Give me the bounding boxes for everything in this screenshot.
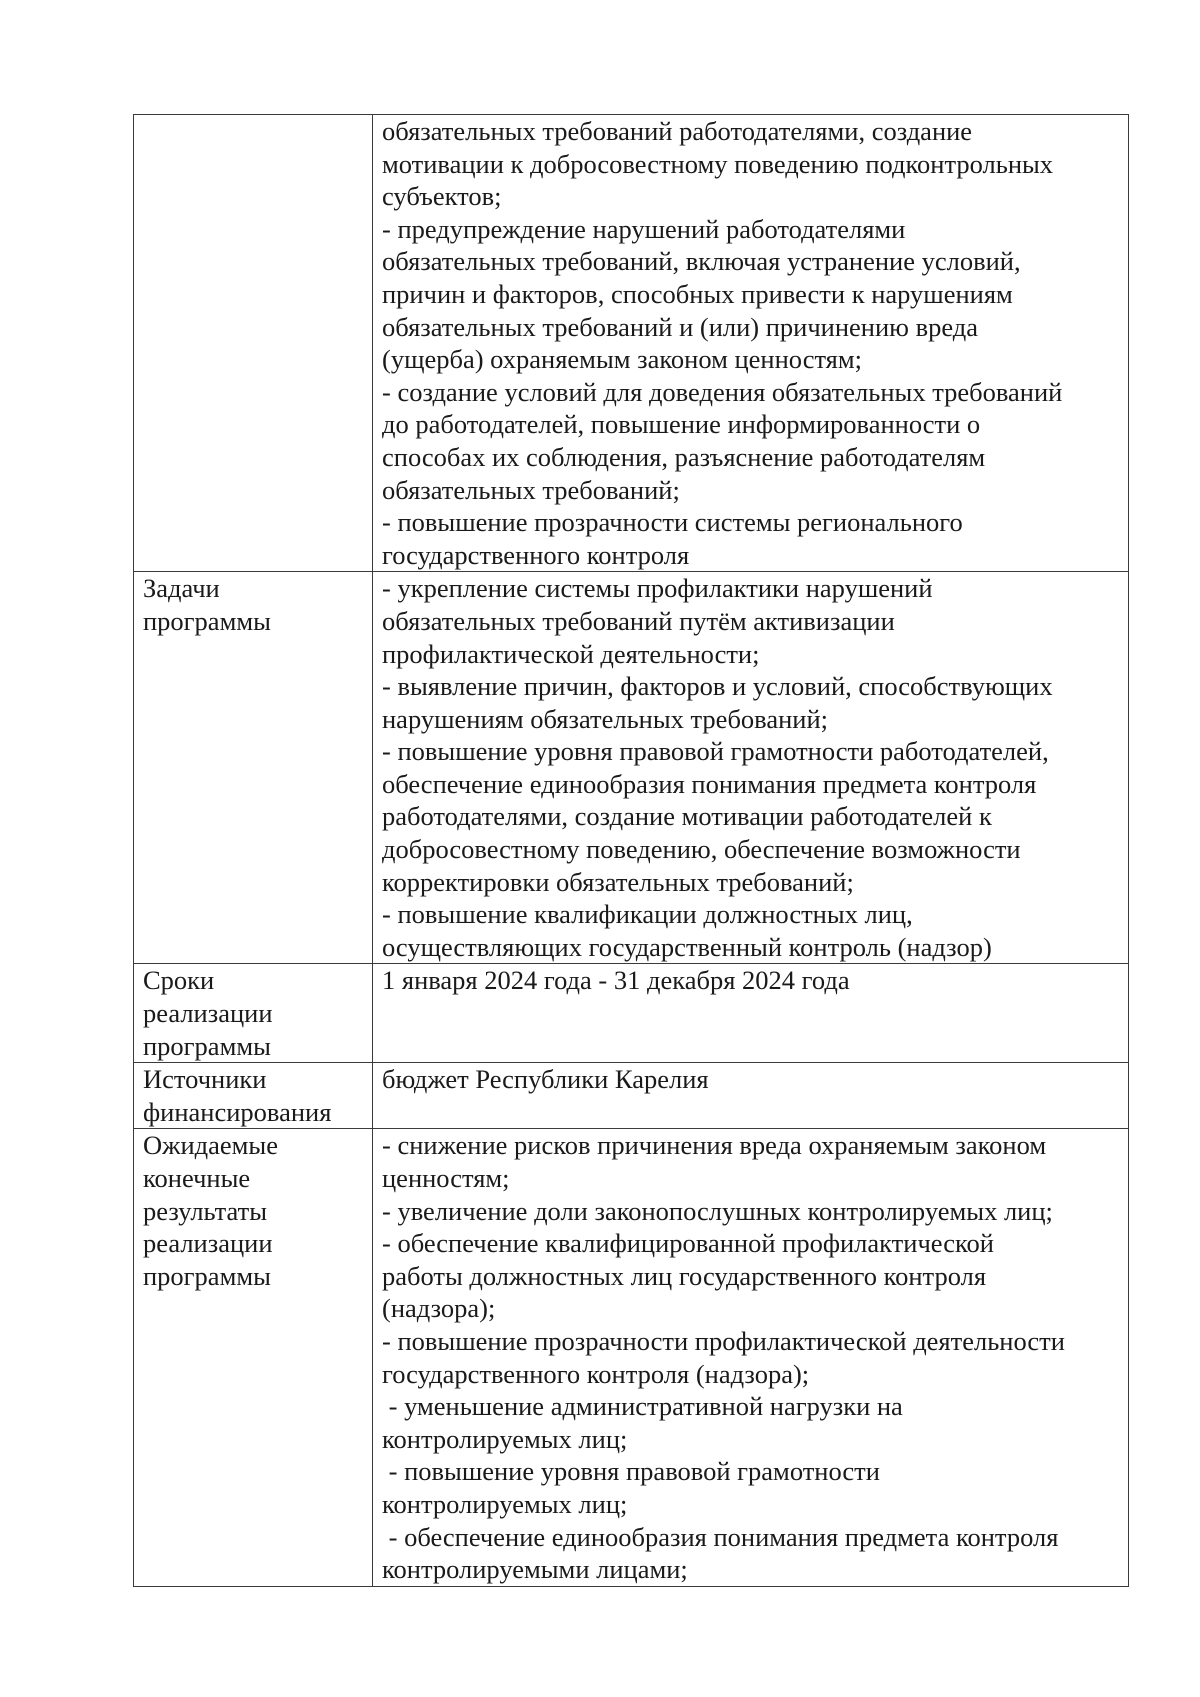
row-content-line: - создание условий для доведения обязательных требований (382, 376, 1063, 407)
row-content-line: - выявление причин, факторов и условий, способствующих (382, 671, 1053, 702)
row-label-line: программы (143, 605, 271, 636)
row-content-line: - повышение уровня правовой грамотности работодателей, (382, 736, 1049, 767)
row-content-line: обязательных требований работодателями, создание (382, 116, 973, 146)
row-content-line: - обеспечение единообразия понимания предмета контроля (382, 1521, 1059, 1552)
row-label-line: конечные (143, 1163, 251, 1193)
row-content-line: обязательных требований, включая устранение условий, (382, 246, 1021, 277)
row-content-cell (373, 115, 1129, 572)
row-content-line: контролируемых лиц; (382, 1488, 628, 1519)
row-content-line: ценностям; (382, 1163, 510, 1193)
row-content-line: - укрепление системы профилактики нарушений (382, 573, 933, 604)
row-content-line: добросовестному поведению, обеспечение возможности (382, 834, 1021, 865)
table-row (134, 964, 1129, 1063)
row-label-line: Ожидаемые (143, 1130, 278, 1161)
row-content-line: государственного контроля (382, 539, 690, 570)
row-content-cell (373, 964, 1129, 1063)
table-body (134, 115, 1129, 1587)
row-label-line: Сроки (143, 965, 215, 996)
row-content-line: - уменьшение административной нагрузки на (382, 1391, 903, 1422)
row-label-cell (134, 572, 373, 964)
row-content-line: работодателями, создание мотивации работодателей к (382, 801, 992, 832)
row-label-cell (134, 964, 373, 1063)
row-content-line: обязательных требований путём активизации (382, 605, 895, 636)
row-label-line: Источники (143, 1064, 267, 1095)
row-content-line: - повышение уровня правовой грамотности (382, 1456, 880, 1487)
program-passport-table (133, 114, 1129, 1587)
row-content-line: - повышение прозрачности системы регионального (382, 507, 963, 538)
row-label-line: финансирования (143, 1096, 332, 1127)
row-content-line: профилактической деятельности; (382, 638, 760, 669)
table-row (134, 1129, 1129, 1586)
row-label-line: Задачи (143, 573, 220, 604)
row-content-line: 1 января 2024 года - 31 декабря 2024 года (382, 965, 850, 996)
row-content-line: контролируемых лиц; (382, 1423, 628, 1454)
row-content-line: (надзора); (382, 1293, 496, 1324)
row-content-line: работы должностных лиц государственного контроля (382, 1260, 987, 1291)
row-label-line: программы (143, 1030, 271, 1061)
row-content-line: обязательных требований; (382, 474, 680, 505)
row-content-cell (373, 1063, 1129, 1129)
row-content-line: (ущерба) охраняемым законом ценностям; (382, 344, 863, 375)
row-content-line: до работодателей, повышение информированности о (382, 409, 981, 440)
row-content-line: нарушениям обязательных требований; (382, 703, 829, 734)
row-content-line: государственного контроля (надзора); (382, 1358, 810, 1389)
row-content-line: - повышение квалификации должностных лиц, (382, 899, 913, 930)
row-content-line: - снижение рисков причинения вреда охраняемым законом (382, 1130, 1047, 1161)
row-content-line: - увеличение доли законопослушных контролируемых лиц; (382, 1195, 1053, 1226)
row-content-line: - предупреждение нарушений работодателями (382, 213, 906, 244)
table-row (134, 115, 1129, 572)
row-content-line: бюджет Республики Карелия (382, 1064, 709, 1095)
row-content-line: обеспечение единообразия понимания предмета контроля (382, 768, 1037, 799)
table-row (134, 1063, 1129, 1129)
row-label-cell (134, 115, 373, 572)
row-content-cell (373, 572, 1129, 964)
row-content-cell (373, 1129, 1129, 1586)
row-content-line: контролируемыми лицами; (382, 1554, 688, 1585)
row-content-line: - повышение прозрачности профилактической деятельности (382, 1325, 1065, 1356)
row-label-line: результаты (143, 1195, 267, 1226)
row-content-line: - обеспечение квалифицированной профилактической (382, 1228, 994, 1259)
row-content-line: причин и факторов, способных привести к нарушениям (382, 278, 1013, 309)
row-content-line: обязательных требований и (или) причинению вреда (382, 311, 979, 342)
row-content-line: корректировки обязательных требований; (382, 866, 854, 897)
table-row (134, 572, 1129, 964)
row-label-line: реализации (143, 1228, 273, 1259)
row-label-cell (134, 1129, 373, 1586)
row-content-line: осуществляющих государственный контроль (надзор) (382, 931, 992, 962)
row-content-line: субъектов; (382, 181, 502, 212)
row-label-line: программы (143, 1260, 271, 1291)
row-label-cell (134, 1063, 373, 1129)
row-content-line: мотивации к добросовестному поведению подконтрольных (382, 148, 1054, 179)
row-content-line: способах их соблюдения, разъяснение работодателям (382, 441, 986, 472)
row-label-line: реализации (143, 998, 273, 1029)
